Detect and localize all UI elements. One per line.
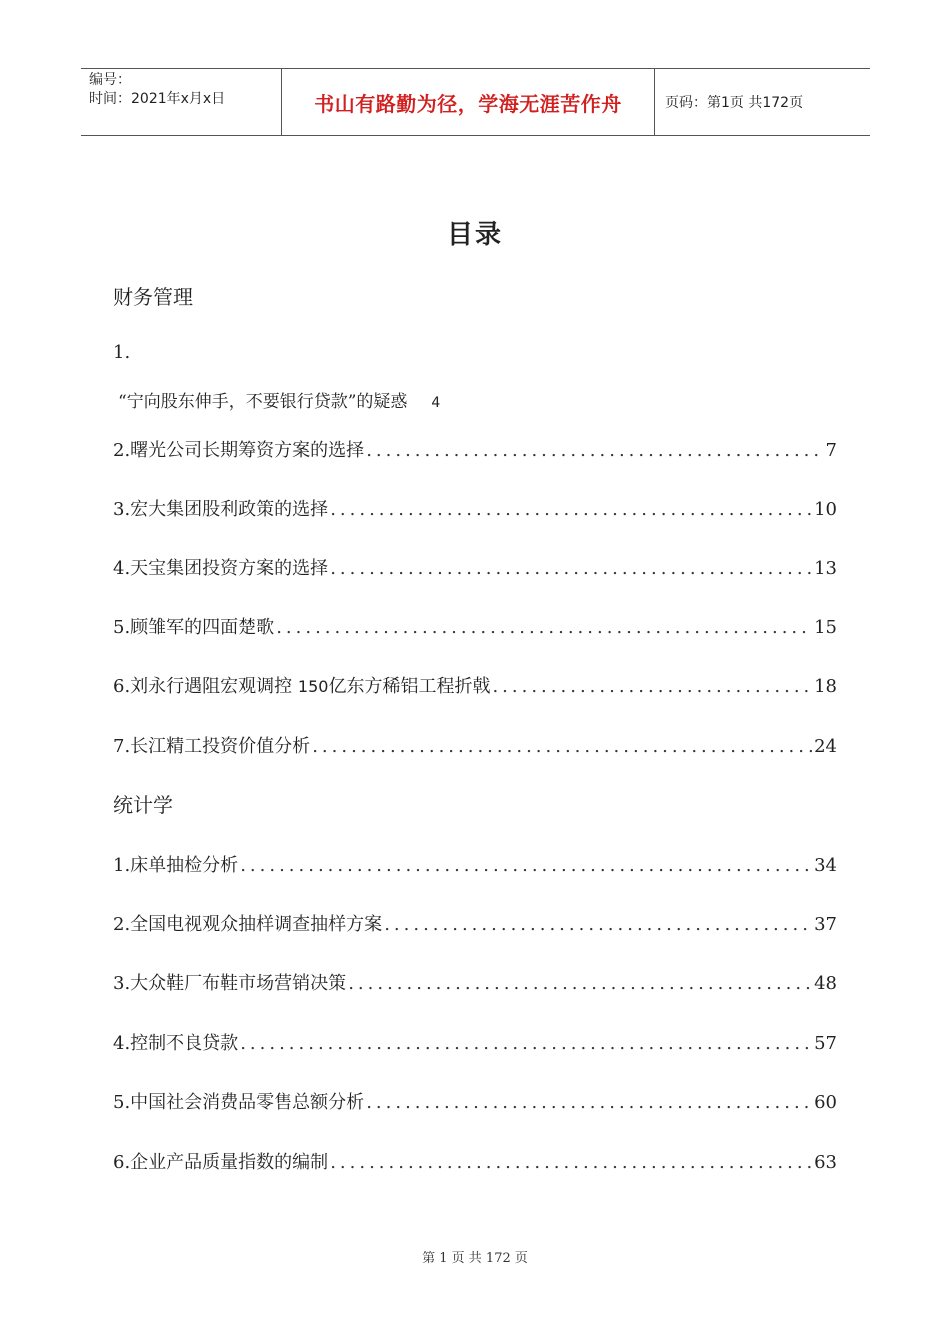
toc-entry-1-number: 1. bbox=[113, 342, 131, 363]
dot-leader bbox=[312, 736, 812, 757]
motto-text: 书山有路勤为径，学海无涯苦作舟 bbox=[314, 91, 622, 116]
time-label: 时间：2021年x月x日 bbox=[89, 91, 226, 107]
dot-leader bbox=[366, 440, 823, 461]
dot-leader bbox=[330, 558, 812, 579]
toc-entry-page: 13 bbox=[814, 558, 837, 579]
dot-leader bbox=[240, 1033, 812, 1054]
toc-entry-page: 48 bbox=[814, 973, 837, 994]
header-page-info bbox=[655, 69, 870, 135]
toc-entry-page: 24 bbox=[814, 736, 837, 757]
toc-title: 目录 bbox=[446, 220, 503, 250]
toc-entry-label: 2.曙光公司长期筹资方案的选择 bbox=[113, 440, 365, 461]
toc-entry-1-page: 4 bbox=[431, 395, 441, 411]
toc-entry-label-part-a: 6.刘永行遇阻宏观调控 bbox=[113, 676, 298, 697]
toc-entry[interactable] bbox=[113, 436, 837, 462]
toc-entry-label: 3.大众鞋厂布鞋市场营销决策 bbox=[113, 973, 347, 994]
toc-entry-1-title: “宁向股东伸手，不要银行贷款”的疑惑 bbox=[118, 392, 408, 412]
toc-entry[interactable] bbox=[113, 851, 837, 877]
toc-entry-label-number: 150 bbox=[297, 677, 329, 696]
header-meta bbox=[81, 69, 281, 135]
toc-entry[interactable] bbox=[113, 910, 837, 936]
toc-entry-page: 10 bbox=[814, 499, 837, 520]
dot-leader bbox=[330, 1152, 812, 1173]
code-label: 编号： bbox=[89, 72, 131, 88]
toc-entry[interactable] bbox=[113, 732, 837, 758]
dot-leader bbox=[330, 499, 812, 520]
toc-entry-label: 5.中国社会消费品零售总额分析 bbox=[113, 1092, 365, 1113]
toc-entry-label: 3.宏大集团股利政策的选择 bbox=[113, 499, 329, 520]
toc-entry[interactable] bbox=[113, 554, 837, 580]
toc-entry[interactable] bbox=[113, 495, 837, 521]
dot-leader bbox=[276, 617, 812, 638]
toc-entry-label bbox=[113, 672, 490, 698]
toc-entry[interactable] bbox=[113, 969, 837, 995]
page-header bbox=[81, 68, 870, 136]
page-footer: 第 1 页 共 172 页 bbox=[422, 1251, 528, 1266]
toc-entry-page: 7 bbox=[825, 440, 837, 461]
page-info-text: 页码：第1页 共172页 bbox=[665, 95, 804, 111]
toc-entry-label: 4.控制不良贷款 bbox=[113, 1033, 239, 1054]
toc-entry-page: 57 bbox=[814, 1033, 837, 1054]
toc-entry-label: 6.企业产品质量指数的编制 bbox=[113, 1152, 329, 1173]
toc-entry[interactable] bbox=[113, 672, 837, 698]
toc-entry[interactable] bbox=[113, 1148, 837, 1174]
toc-entry-label: 4.天宝集团投资方案的选择 bbox=[113, 558, 329, 579]
toc-entry-page: 18 bbox=[814, 676, 837, 697]
toc-entry-page: 34 bbox=[814, 855, 837, 876]
toc-entry-1[interactable] bbox=[118, 387, 440, 412]
toc-entry-page: 15 bbox=[814, 617, 837, 638]
toc-entry-label: 1.床单抽检分析 bbox=[113, 855, 239, 876]
dot-leader bbox=[366, 1092, 812, 1113]
toc-entry-label: 5.顾雏军的四面楚歌 bbox=[113, 617, 275, 638]
dot-leader bbox=[240, 855, 812, 876]
dot-leader bbox=[384, 914, 812, 935]
toc-entry-page: 37 bbox=[814, 914, 837, 935]
toc-entry-label: 2.全国电视观众抽样调查抽样方案 bbox=[113, 914, 383, 935]
toc-entry[interactable] bbox=[113, 1029, 837, 1055]
toc-entry[interactable] bbox=[113, 613, 837, 639]
toc-entry-page: 60 bbox=[814, 1092, 837, 1113]
header-motto-cell bbox=[281, 69, 655, 135]
toc-entry[interactable] bbox=[113, 1088, 837, 1114]
section-heading-statistics: 统计学 bbox=[113, 793, 173, 817]
toc-entry-label-part-b: 亿东方稀铝工程折戟 bbox=[328, 676, 491, 697]
dot-leader bbox=[492, 676, 812, 697]
toc-entry-label: 7.长江精工投资价值分析 bbox=[113, 736, 311, 757]
toc-entry-page: 63 bbox=[814, 1152, 837, 1173]
dot-leader bbox=[348, 973, 812, 994]
section-heading-finance: 财务管理 bbox=[113, 285, 193, 309]
